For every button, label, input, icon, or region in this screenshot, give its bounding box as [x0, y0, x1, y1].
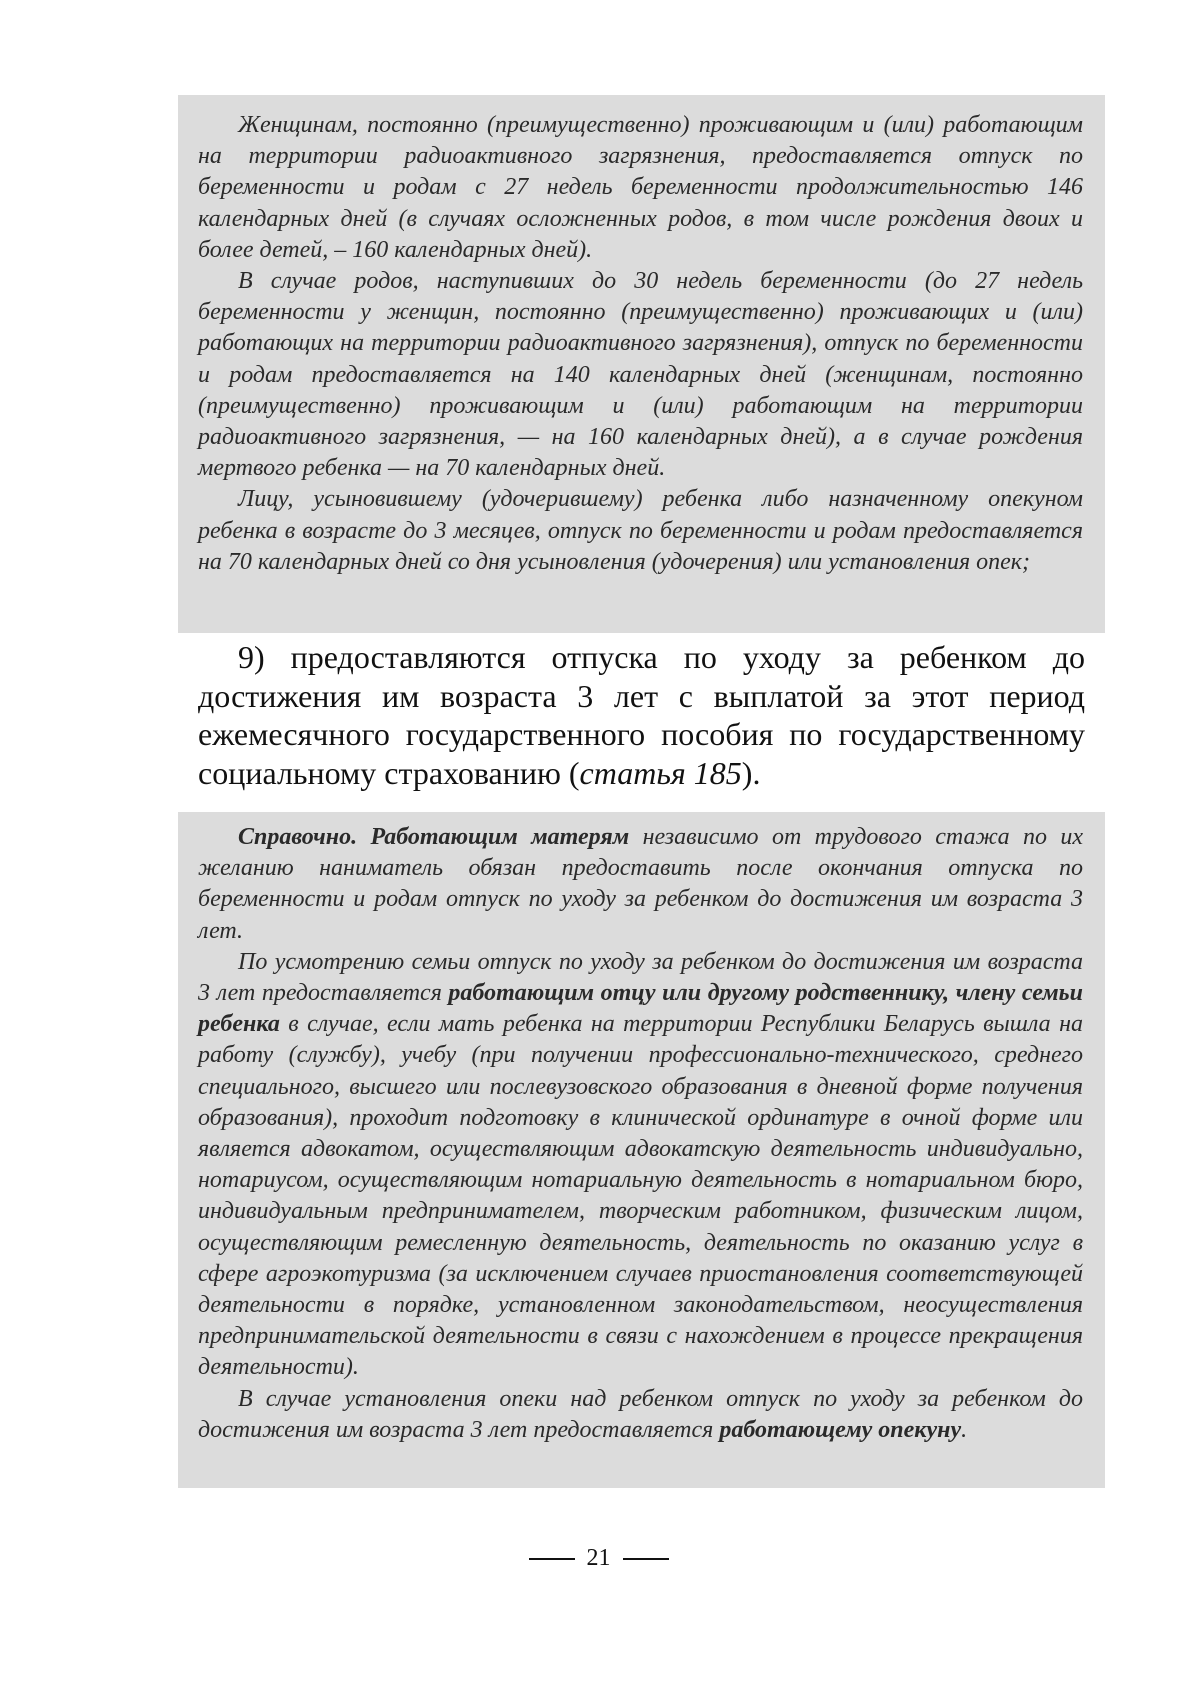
note-paragraph: Лицу, усыновившему (удочерившему) ребенка либо назначенному опекуном ребенка в возрасте до 3 месяцев, отпуск по беременности и родам предоставляется на 70 календарных дней со дня усыновления (удочерения) или установления опек; — [198, 486, 1083, 575]
gray-note-box-maternity — [178, 95, 1105, 633]
note-paragraph: В случае установления опеки над ребенком отпуск по уходу за ребенком до достижения им возраста 3 лет предоставляется работающему опекуну. — [198, 1385, 1083, 1443]
main-text: 9) предоставляются отпуска по уходу за ребенком до достижения им возраста 3 лет с выплатой за этот период ежемесячного государственного пособия по государственному социальному страхованию ( — [198, 639, 1085, 792]
bold-emphasis: работающим отцу или другому родственнику, члену семьи ребенка — [198, 980, 1084, 1038]
page-number — [0, 1545, 1197, 1572]
bold-lead: Справочно. Работающим матерям — [238, 824, 630, 850]
note-paragraph: В случае родов, наступивших до 30 недель беременности (до 27 недель беременности у женщин, постоянно (преимущественно) проживающих и (или) работающих на территории радиоактивного загрязнения), отпуск по беременности и родам предоставляется на 140 календарных дней (женщинам, постоянно (преимущественно) проживающим и (или) работающим на территории радиоактивного загрязнения, — на 160 календарных дней), а в случае рождения мертвого ребенка — на 70 календарных дней. — [198, 268, 1083, 482]
gray-note-box-childcare — [178, 812, 1105, 1488]
note-paragraph: Женщинам, постоянно (преимущественно) проживающим и (или) работающим на территории радиоактивного загрязнения, предоставляется отпуск по беременности и родам с 27 недель беременности продолжительностью 146 календарных дней (в случаях осложненных родов, в том числе рождения двоих и более детей, – 160 календарных дней). — [198, 112, 1083, 263]
main-paragraph-item-9 — [198, 638, 1085, 793]
note-paragraph: Справочно. Работающим матерям независимо от трудового стажа по их желанию наниматель обязан предоставить после окончания отпуска по беременности и родам отпуск по уходу за ребенком до достижения им возраста 3 лет. — [198, 824, 1084, 944]
main-text-end: ). — [741, 755, 761, 792]
article-reference: статья 185 — [579, 755, 742, 792]
dash-left — [529, 1558, 575, 1560]
note-paragraph: По усмотрению семьи отпуск по уходу за ребенком до достижения им возраста 3 лет предоставляется работающим отцу или другому родственнику, члену семьи ребенка в случае, если мать ребенка на территории Республики Беларусь вышла на работу (службу), учебу (при получении профессионально-технического, среднего специального, высшего или послевузовского образования в дневной форме получения образования), проходит подготовку в клинической ординатуре в очной форме или является адвокатом, осуществляющим адвокатскую деятельность индивидуально, нотариусом, осуществляющим нотариальную деятельность в нотариальном бюро, индивидуальным предпринимателем, творческим работником, физическим лицом, осуществляющим ремесленную деятельность, деятельность по оказанию услуг в сфере агроэкотуризма (за исключением случаев приостановления соответствующей деятельности в порядке, установленном законодательством, неосуществления предпринимательской деятельности в связи с нахождением в процессе прекращения деятельности). — [198, 948, 1084, 1381]
dash-right — [623, 1558, 669, 1560]
page-number-value: 21 — [586, 1545, 611, 1571]
bold-emphasis: работающему опекуну — [719, 1416, 962, 1443]
